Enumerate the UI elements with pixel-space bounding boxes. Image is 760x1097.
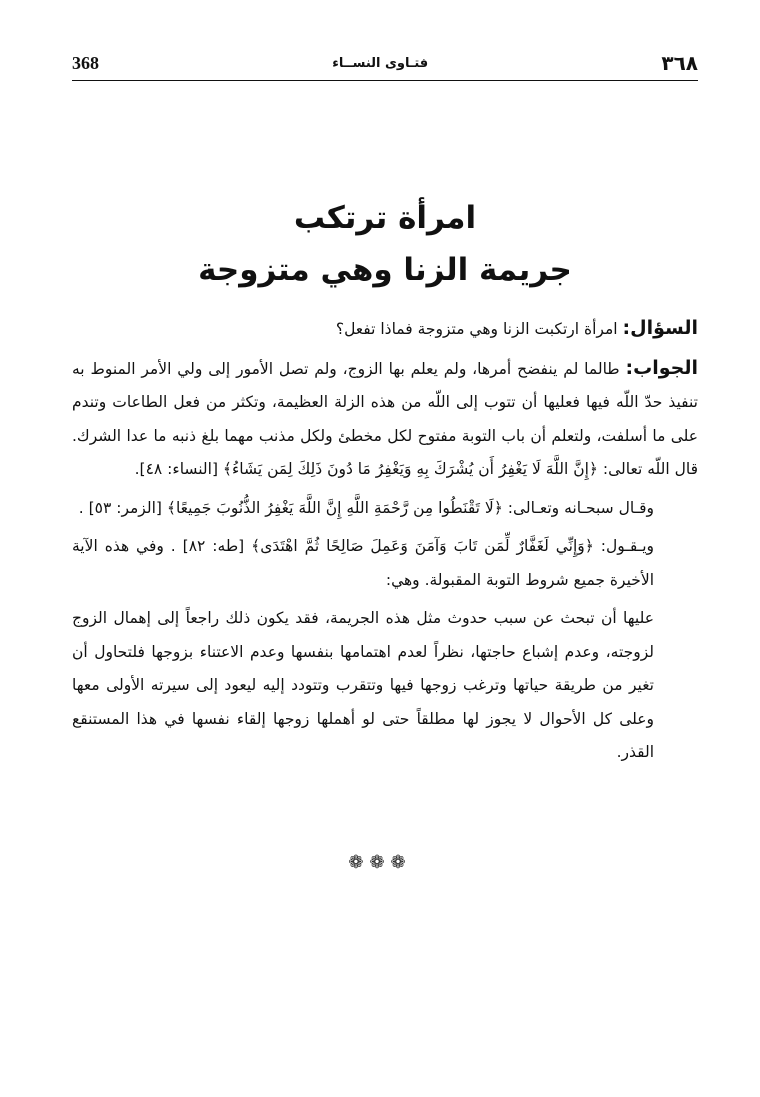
verse-citation-nisa: [النساء: ٤٨]. [134, 460, 223, 478]
title-line-1: امرأة ترتكب [293, 200, 477, 236]
verse-taha-paragraph [72, 530, 698, 597]
fatwa-body [72, 312, 698, 770]
page-number-arabic: ٣٦٨ [661, 51, 698, 75]
verse-citation-taha: [طه: ٨٢] [182, 537, 252, 555]
page-header [72, 46, 698, 81]
quran-verse-taha: ﴿وَإِنِّي لَغَفَّارٌ لِّمَن تَابَ وَآمَنَ وَعَمِلَ صَالِحًا ثُمَّ اهْتَدَى﴾ [251, 537, 594, 555]
verse-taha-intro: ويـقـول: [593, 537, 655, 555]
page-number-latin: 368 [72, 52, 99, 73]
quran-verse-nisa: ﴿إِنَّ اللَّهَ لَا يَغْفِرُ أَن يُشْرَكَ بِهِ وَيَغْفِرُ مَا دُونَ ذَلِكَ لِمَن يَشَاءُ﴾ [222, 460, 598, 478]
quran-verse-zumar: ﴿لَا تَقْنَطُوا مِن رَّحْمَةِ اللَّهِ إِنَّ اللَّهَ يَغْفِرُ الذُّنُوبَ جَمِيعًا﴾ [166, 498, 503, 517]
answer-label: الجواب: [625, 356, 698, 379]
verse-zumar-intro: وقـال سبحـانه وتعـالى: [502, 498, 654, 517]
question-paragraph [72, 312, 698, 347]
title-line-2: جريمة الزنا وهي متزوجة [198, 252, 572, 288]
section-separator-ornament: ❁❁❁ [348, 852, 412, 873]
question-text: امرأة ارتكبت الزنا وهي متزوجة فماذا تفعل؟ [335, 320, 623, 338]
verse-taha-after: . وفي هذه الآية الأخيرة جميع شروط التوبة المقبولة. وهي: [72, 537, 654, 589]
fatwa-title [72, 192, 698, 296]
verse-citation-zumar: [الزمر: ٥٣] . [78, 498, 167, 517]
conclusion-paragraph: عليها أن تبحث عن سبب حدوث مثل هذه الجريمة، فقد يكون ذلك راجعاً إلى إهمال الزوج لزوجته، وعدم إشباع حاجتها، نظراً لعدم اهتمامها بنفسها وعدم الاعتناء بزوجها فلتحاول أن تغير من طريقة حياتها وترغب زوجها فيها وتتقرب وتتودد إليه ليعود إلى سيرته الأولى معها وعلى كل الأحوال لا يجوز لها مطلقاً حتى لو أهملها زوجها إلقاء نفسها في هذا المستنقع القذر. [72, 609, 654, 761]
answer-text: طالما لم ينفضح أمرها، ولم يعلم بها الزوج، ولم تصل الأمور إلى ولي الأمر المنوط به تنفيذ حدّ اللّه فيها فعليها أن تتوب إلى اللّه من هذه الزلة العظيمة، وتكثر من فعل الطاعات وتندم على ما أسلفت، ولتعلم أن باب التوبة مفتوح لكل مخطئ ولكل مذنب مهما بلغ ذنبه ما عدا الشرك. قال اللّه تعالى: [72, 359, 698, 478]
running-title: فتـاوى النســاء [332, 55, 429, 71]
answer-paragraph [72, 352, 698, 487]
question-label: السؤال: [622, 317, 698, 339]
verse-zumar-paragraph [72, 492, 698, 526]
